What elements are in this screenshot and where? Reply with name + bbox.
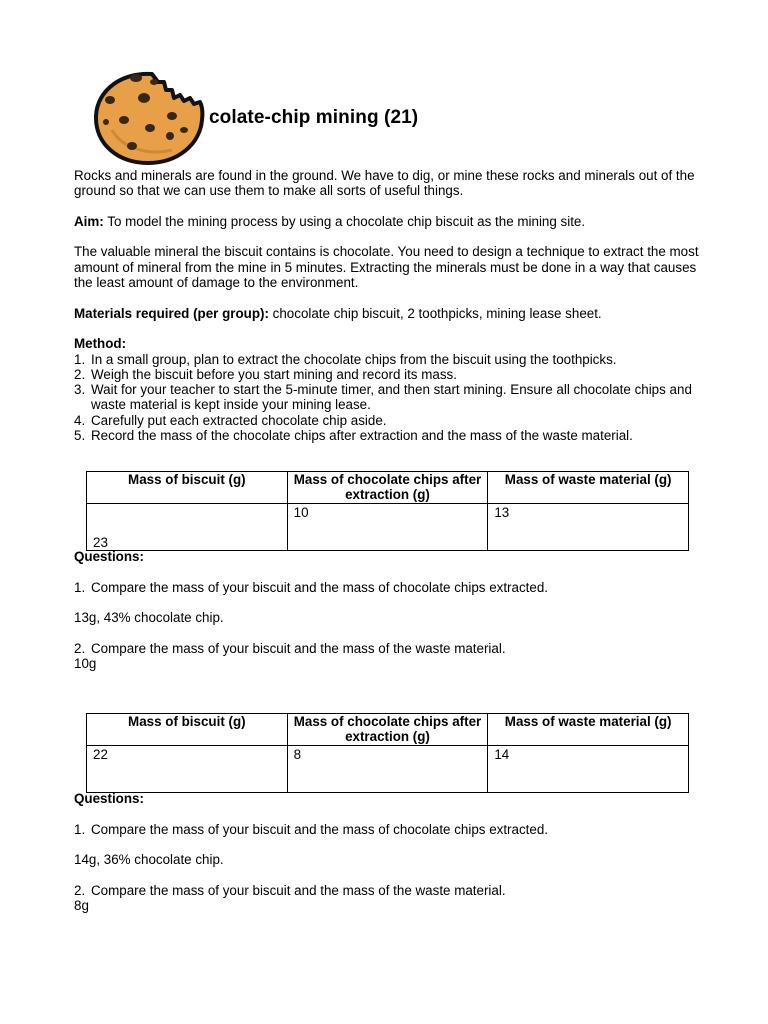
method-step [74,382,704,413]
question-number: 1. [74,579,86,595]
method-step-number: 5. [74,428,86,444]
question-text: Compare the mass of your biscuit and the mass of the waste material. [91,640,506,656]
results-table-1 [86,471,689,551]
method-step-text: Record the mass of the chocolate chips after extraction and the mass of the waste material. [91,428,633,444]
table-row [87,746,689,793]
method-step [74,352,704,367]
table-header-row [87,472,689,504]
questions-section-2 [74,791,704,913]
method-list [74,352,704,444]
questions-section-1 [74,549,704,671]
method-step-text: Carefully put each extracted chocolate chip aside. [91,412,387,428]
materials-paragraph [74,306,704,321]
question-1 [74,822,704,837]
header-waste-mass: Mass of waste material (g) [488,472,689,504]
header-biscuit-mass: Mass of biscuit (g) [87,714,288,746]
method-step-number: 3. [74,382,86,398]
answer-1: 14g, 36% chocolate chip. [74,852,224,868]
question-1 [74,580,704,595]
cell-chips-mass: 8 [287,746,488,793]
cell-waste-mass: 13 [488,504,689,551]
aim-label: Aim: [74,213,104,229]
cell-chips-mass: 10 [287,504,488,551]
results-table-2 [86,713,689,793]
header-biscuit-mass: Mass of biscuit (g) [87,472,288,504]
method-step-text: In a small group, plan to extract the chocolate chips from the biscuit using the toothpicks. [91,351,617,367]
cell-waste-mass: 14 [488,746,689,793]
aim-paragraph [74,214,704,229]
method-step [74,413,704,428]
header-waste-mass: Mass of waste material (g) [488,714,689,746]
answer-2: 10g [74,656,97,672]
method-step-number: 2. [74,366,86,382]
question-text: Compare the mass of your biscuit and the mass of chocolate chips extracted. [91,821,548,837]
question-2 [74,641,704,656]
cell-biscuit-mass: 22 [87,746,288,793]
biscuit-mass-value: 23 [93,534,108,550]
method-step-number: 4. [74,412,86,428]
method-heading: Method: [74,336,127,352]
question-number: 2. [74,882,86,898]
method-step-text: Wait for your teacher to start the 5-minute timer, and then start mining. Ensure all chocolate chips and waste material is kept inside your mining lease. [91,382,692,413]
answer-1: 13g, 43% chocolate chip. [74,610,224,626]
question-number: 2. [74,640,86,656]
question-number: 1. [74,821,86,837]
cookie-icon [92,68,208,166]
questions-heading: Questions: [74,791,144,806]
method-step [74,428,704,443]
method-step [74,367,704,382]
intro-paragraph: Rocks and minerals are found in the ground. We have to dig, or mine these rocks and minerals out of the ground so that we can use them to make all sorts of useful things. [74,168,695,199]
method-step-number: 1. [74,351,86,367]
header-chips-mass: Mass of chocolate chips after extraction (g) [287,714,488,746]
question-text: Compare the mass of your biscuit and the mass of chocolate chips extracted. [91,579,548,595]
page-title: colate-chip mining (21) [209,107,419,128]
method-step-text: Weigh the biscuit before you start mining and record its mass. [91,366,457,382]
header-chips-mass: Mass of chocolate chips after extraction (g) [287,472,488,504]
valuable-paragraph: The valuable mineral the biscuit contains is chocolate. You need to design a technique to extract the most amount of mineral from the mine in 5 minutes. Extracting the minerals must be done in a way that causes the least amount of damage to the environment. [74,244,699,291]
table-row [87,504,689,551]
materials-label: Materials required (per group): [74,305,269,321]
question-2 [74,883,704,898]
questions-heading: Questions: [74,549,144,564]
question-text: Compare the mass of your biscuit and the mass of the waste material. [91,882,506,898]
cell-biscuit-mass [87,504,288,551]
aim-text: To model the mining process by using a chocolate chip biscuit as the mining site. [103,213,586,229]
table-header-row [87,714,689,746]
materials-text: chocolate chip biscuit, 2 toothpicks, mining lease sheet. [268,305,602,321]
answer-2: 8g [74,898,89,914]
intro-section [74,168,704,443]
